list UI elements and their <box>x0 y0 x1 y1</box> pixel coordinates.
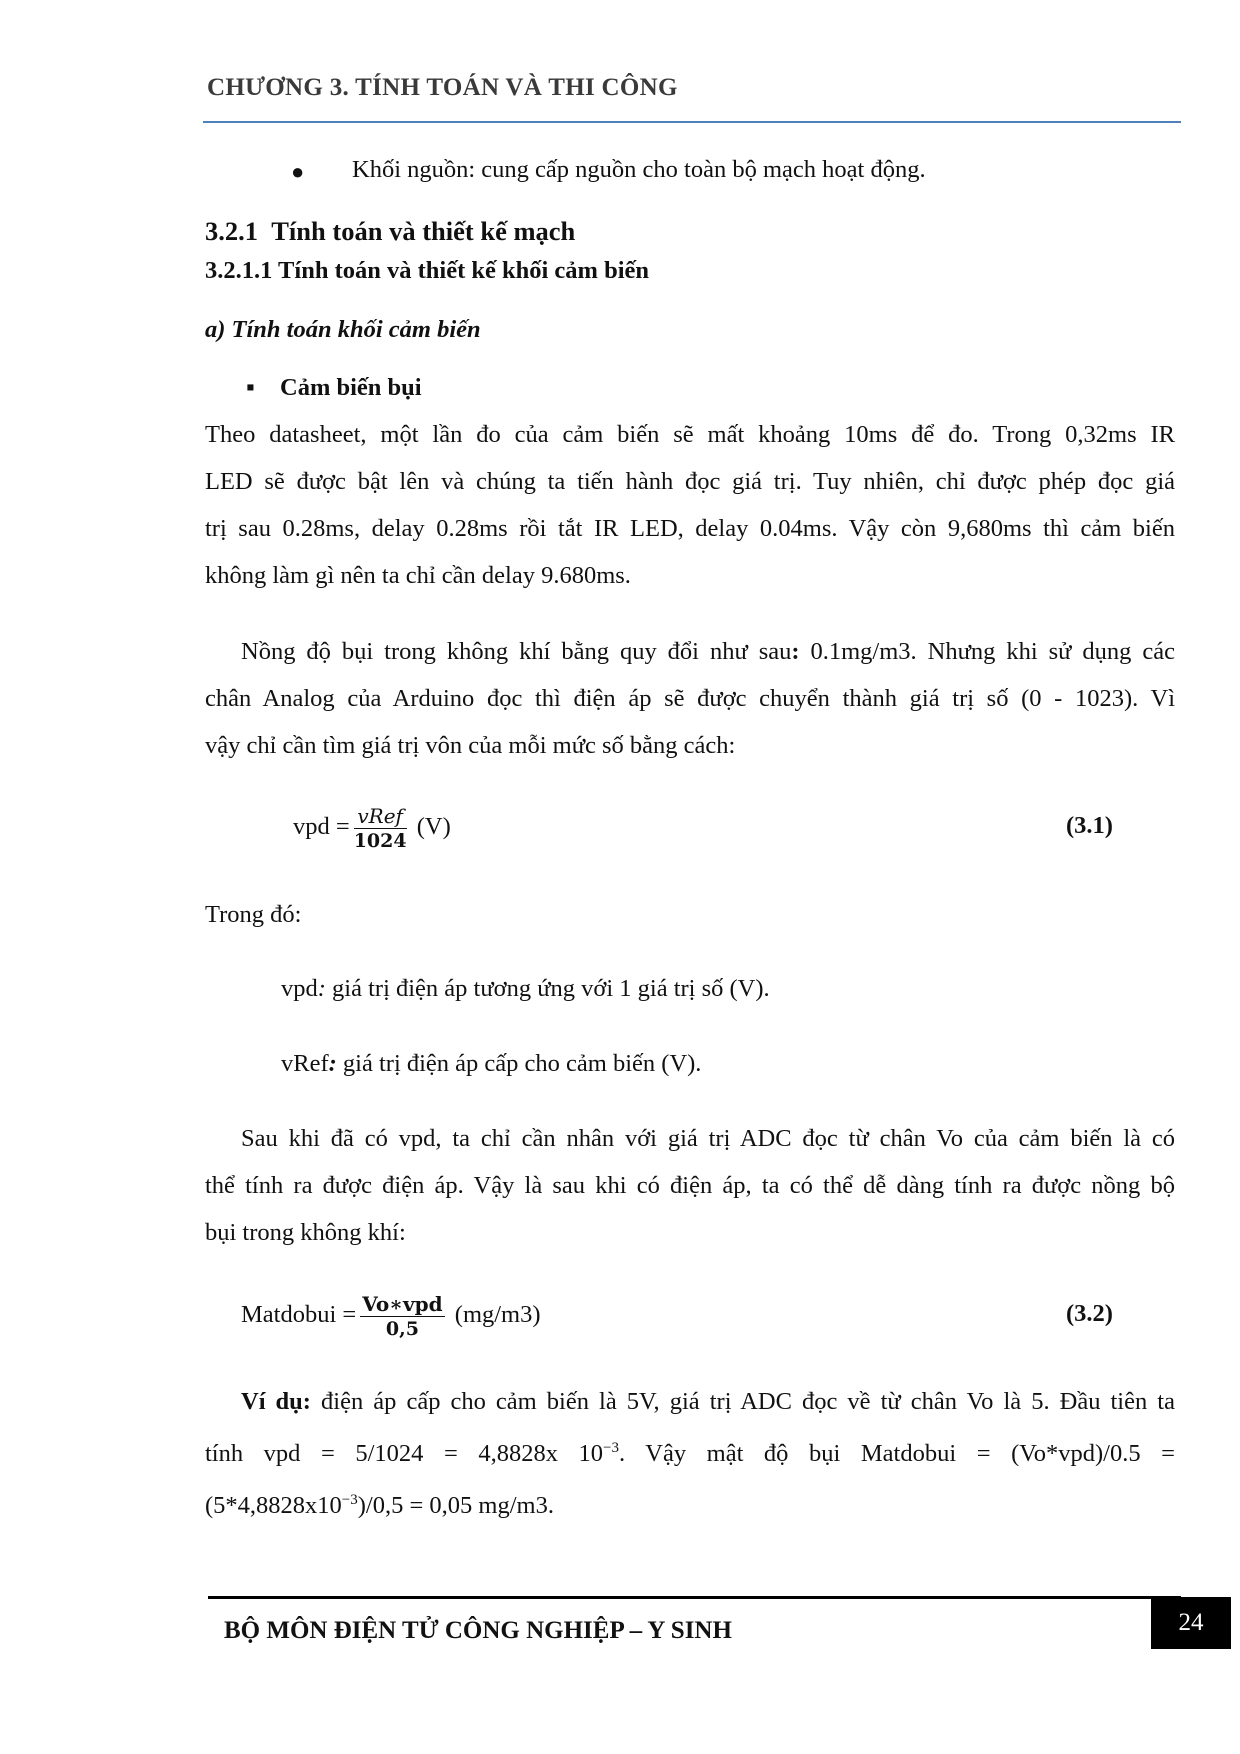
sensor-bullet-title: Cảm biến bụi <box>280 374 422 401</box>
paragraph-line: chân Analog của Arduino đọc thì điện áp sẽ được chuyển thành giá trị số (0 - 1023). Vì <box>205 685 1175 712</box>
example-label: Ví dụ: <box>241 1388 311 1415</box>
section-heading <box>205 216 575 247</box>
bullet-symbol: ● <box>291 159 305 184</box>
definition-vpd <box>281 965 770 1012</box>
paragraph-line: LED sẽ được bật lên và chúng ta tiến hành đọc giá trị. Tuy nhiên, chỉ được phép đọc giá <box>205 468 1175 495</box>
power-exponent: −3 <box>341 1492 358 1509</box>
paragraph-3 <box>205 1115 1175 1256</box>
eq2-unit: (mg/m3) <box>454 1301 541 1328</box>
paragraph-line <box>205 628 1175 675</box>
definition-desc: giá trị điện áp tương ứng với 1 giá trị số (V). <box>325 975 770 1002</box>
definition-term: vRef <box>281 1050 329 1077</box>
header-divider <box>203 121 1181 123</box>
definition-colon: : <box>317 975 326 1002</box>
example-text: tính vpd = 5/1024 = 4,8828x <box>205 1440 579 1468</box>
eq2-lhs: Matdobui = <box>241 1301 357 1328</box>
equation-3-2 <box>241 1290 541 1341</box>
paragraph-line: trị sau 0.28ms, delay 0.28ms rồi tắt IR LED, delay 0.04ms. Vậy còn 9,680ms thì cảm biến <box>205 515 1175 542</box>
paragraph-line: Theo datasheet, một lần đo của cảm biến sẽ mất khoảng 10ms để đo. Trong 0,32ms IR <box>205 421 1175 448</box>
definition-desc: giá trị điện áp cấp cho cảm biến (V). <box>336 1050 702 1077</box>
equation-3-1 <box>293 802 451 853</box>
equation-number-3-2: (3.2) <box>1066 1300 1113 1327</box>
example-text: . Vậy mật độ bụi Matdobui = (Vo*vpd)/0.5 = <box>619 1440 1175 1468</box>
paragraph-line: bụi trong không khí: <box>205 1219 406 1246</box>
footer-divider <box>208 1596 1181 1599</box>
eq1-unit: (V) <box>416 813 451 840</box>
definition-colon: : <box>328 1050 337 1077</box>
example-paragraph <box>205 1378 1175 1529</box>
section-title: Tính toán và thiết kế mạch <box>271 216 576 246</box>
example-text: )/0,5 = 0,05 mg/m3. <box>357 1492 554 1520</box>
definition-vref <box>281 1040 701 1087</box>
example-text: (5*4,8828x <box>205 1492 318 1520</box>
subsection-heading: 3.2.1.1 Tính toán và thiết kế khối cảm biến <box>205 257 650 284</box>
section-number: 3.2.1 <box>205 216 258 246</box>
eq1-numerator: vRef <box>357 803 403 828</box>
para2-text: Nồng độ bụi trong không khí bằng quy đổi như sau <box>241 638 792 665</box>
paragraph-line: vậy chỉ cần tìm giá trị vôn của mỗi mức số bằng cách: <box>205 732 736 759</box>
power-base: 10 <box>578 1440 604 1468</box>
paragraph-line: không làm gì nên ta chỉ cần delay 9.680ms. <box>205 562 631 589</box>
paragraph-2 <box>205 628 1175 769</box>
example-text: điện áp cấp cho cảm biến là 5V, giá trị ADC đọc về từ chân Vo là 5. Đầu tiên ta <box>310 1388 1175 1415</box>
eq2-denominator: 0,5 <box>385 1318 419 1341</box>
subsubsection-heading: a) Tính toán khối cảm biến <box>205 316 481 343</box>
paragraph-1 <box>205 411 1175 599</box>
eq2-numerator: Vo∗vpd <box>362 1291 443 1316</box>
paragraph-line <box>205 1477 1175 1529</box>
paragraph-line <box>205 1425 1175 1477</box>
where-label: Trong đó: <box>205 901 302 928</box>
eq2-fraction <box>360 1292 444 1342</box>
square-bullet-symbol: ▪ <box>246 374 255 401</box>
bullet-dot <box>291 148 304 195</box>
definition-term: vpd <box>281 975 318 1002</box>
page-number: 24 <box>1151 1597 1231 1649</box>
paragraph-line <box>205 1378 1175 1425</box>
chapter-header: CHƯƠNG 3. TÍNH TOÁN VÀ THI CÔNG <box>207 74 678 101</box>
footer-department: BỘ MÔN ĐIỆN TỬ CÔNG NGHIỆP – Y SINH <box>224 1617 732 1644</box>
intro-bullet-text: Khối nguồn: cung cấp nguồn cho toàn bộ mạch hoạt động. <box>352 156 926 183</box>
eq1-fraction <box>354 804 407 854</box>
power-exponent: −3 <box>603 1440 620 1456</box>
eq1-denominator: 1024 <box>353 830 407 853</box>
eq1-lhs: vpd = <box>293 813 350 840</box>
equation-number-3-1: (3.1) <box>1066 812 1113 839</box>
power-base: 10 <box>317 1492 342 1520</box>
para2-text: 0.1mg/m3. Nhưng khi sử dụng các <box>799 638 1175 665</box>
para2-colon: : <box>791 638 800 665</box>
paragraph-line: thể tính ra được điện áp. Vậy là sau khi có điện áp, ta có thể dễ dàng tính ra được nồng bộ <box>205 1172 1175 1199</box>
paragraph-line: Sau khi đã có vpd, ta chỉ cần nhân với giá trị ADC đọc từ chân Vo của cảm biến là có <box>241 1125 1175 1152</box>
